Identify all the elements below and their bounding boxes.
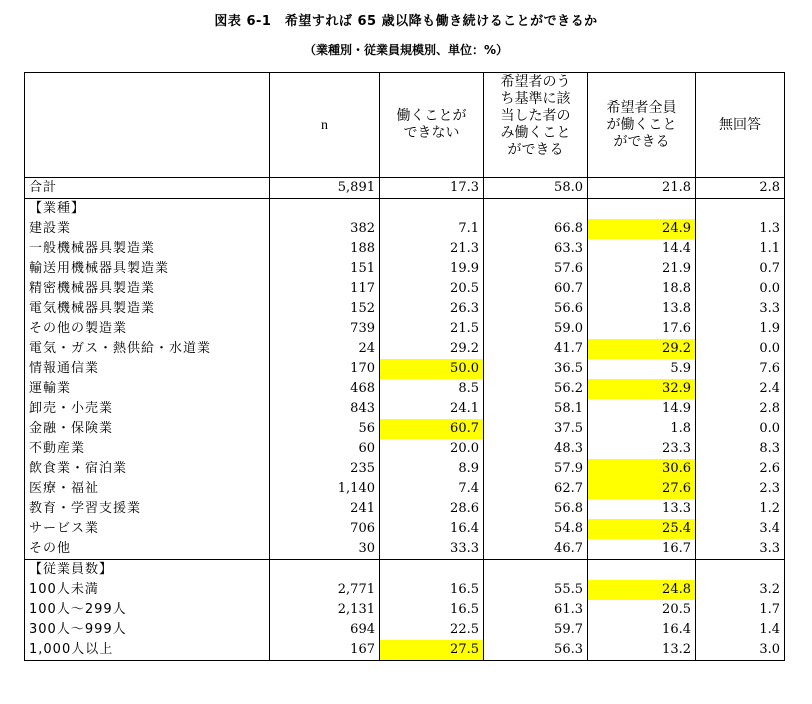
cell-c4: 1.1 (696, 239, 785, 259)
row-label: 電気・ガス・熱供給・水道業 (25, 339, 270, 359)
cell-c2: 37.5 (484, 419, 588, 439)
table-row (25, 600, 785, 620)
total-row (25, 178, 785, 199)
header-col4: 無回答 (696, 73, 785, 178)
table-row (25, 459, 785, 479)
cell-c1: 20.0 (380, 439, 484, 459)
cell-c4: 3.3 (696, 539, 785, 560)
cell-c3: 20.5 (588, 600, 696, 620)
cell-c1: 7.4 (380, 479, 484, 499)
cell-n: 188 (270, 239, 380, 259)
header-col2-line: 希望者のう (500, 74, 571, 90)
cell-c2: 63.3 (484, 239, 588, 259)
cell-c2: 57.9 (484, 459, 588, 479)
cell-c1: 21.5 (380, 319, 484, 339)
cell-c4: 1.4 (696, 620, 785, 640)
row-label: 100人～299人 (25, 600, 270, 620)
cell-n: 117 (270, 279, 380, 299)
cell-c2: 56.2 (484, 379, 588, 399)
row-label: 【従業員数】 (25, 560, 270, 581)
table-row (25, 539, 785, 560)
header-col1 (380, 73, 484, 178)
cell-c1: 22.5 (380, 620, 484, 640)
cell-n: 694 (270, 620, 380, 640)
cell-n: 170 (270, 359, 380, 379)
cell-c3: 25.4 (588, 519, 696, 539)
cell-c3: 14.9 (588, 399, 696, 419)
row-label: 卸売・小売業 (25, 399, 270, 419)
row-label: 教育・学習支援業 (25, 499, 270, 519)
section-header-size (25, 560, 785, 581)
table-row (25, 479, 785, 499)
table-title: 図表 6-1 希望すれば 65 歳以降も働き続けることができるか (214, 14, 598, 29)
cell-n: 2,771 (270, 580, 380, 600)
cell-c4: 1.7 (696, 600, 785, 620)
table-row (25, 219, 785, 239)
cell-c2: 58.1 (484, 399, 588, 419)
header-col2 (484, 73, 588, 178)
cell-n: 382 (270, 219, 380, 239)
cell-c2: 61.3 (484, 600, 588, 620)
header-col3 (588, 73, 696, 178)
cell-c2 (484, 199, 588, 220)
cell-n: 30 (270, 539, 380, 560)
table-row (25, 359, 785, 379)
cell-n: 241 (270, 499, 380, 519)
cell-c2: 60.7 (484, 279, 588, 299)
cell-c1: 60.7 (380, 419, 484, 439)
row-label: 医療・福祉 (25, 479, 270, 499)
row-label: 一般機械器具製造業 (25, 239, 270, 259)
cell-c1: 33.3 (380, 539, 484, 560)
cell-c3: 14.4 (588, 239, 696, 259)
cell-c4: 0.0 (696, 339, 785, 359)
cell-c4: 0.7 (696, 259, 785, 279)
cell-c4 (696, 560, 785, 581)
cell-c3: 30.6 (588, 459, 696, 479)
header-col2-line: ができる (507, 142, 564, 158)
cell-c4: 0.0 (696, 279, 785, 299)
cell-c1: 20.5 (380, 279, 484, 299)
row-label: 輸送用機械器具製造業 (25, 259, 270, 279)
cell-c1: 16.4 (380, 519, 484, 539)
cell-c2: 59.0 (484, 319, 588, 339)
row-label: その他 (25, 539, 270, 560)
cell-n: 235 (270, 459, 380, 479)
table-row (25, 399, 785, 419)
cell-c2: 54.8 (484, 519, 588, 539)
cell-c3: 13.3 (588, 499, 696, 519)
cell-c3: 29.2 (588, 339, 696, 359)
cell-c4: 3.0 (696, 640, 785, 661)
cell-c3: 13.8 (588, 299, 696, 319)
cell-c3 (588, 199, 696, 220)
table-row (25, 580, 785, 600)
cell-c1: 27.5 (380, 640, 484, 661)
row-label: 飲食業・宿泊業 (25, 459, 270, 479)
table-row (25, 379, 785, 399)
cell-c4: 0.0 (696, 419, 785, 439)
header-col2-line: み働くこと (500, 125, 571, 141)
cell-c3: 16.4 (588, 620, 696, 640)
cell-c4: 2.6 (696, 459, 785, 479)
cell-n: 706 (270, 519, 380, 539)
cell-c3: 21.8 (588, 178, 696, 199)
cell-c3: 27.6 (588, 479, 696, 499)
cell-c4: 2.8 (696, 399, 785, 419)
cell-c1: 16.5 (380, 580, 484, 600)
table-row (25, 419, 785, 439)
cell-c2: 59.7 (484, 620, 588, 640)
row-label: サービス業 (25, 519, 270, 539)
table-row (25, 239, 785, 259)
cell-c3: 32.9 (588, 379, 696, 399)
cell-c2: 57.6 (484, 259, 588, 279)
cell-c2 (484, 560, 588, 581)
cell-n: 1,140 (270, 479, 380, 499)
cell-c2: 62.7 (484, 479, 588, 499)
cell-c1 (380, 560, 484, 581)
cell-c4: 3.3 (696, 299, 785, 319)
row-label: 300人～999人 (25, 620, 270, 640)
cell-n: 152 (270, 299, 380, 319)
header-col3-line: ができる (613, 133, 670, 150)
table-row (25, 439, 785, 459)
cell-c3: 5.9 (588, 359, 696, 379)
cell-c4: 1.9 (696, 319, 785, 339)
header-col1-line: できない (403, 125, 460, 141)
cell-c3: 21.9 (588, 259, 696, 279)
cell-n: 56 (270, 419, 380, 439)
row-label: 電気機械器具製造業 (25, 299, 270, 319)
cell-c4: 7.6 (696, 359, 785, 379)
table-row (25, 499, 785, 519)
cell-c2: 56.3 (484, 640, 588, 661)
cell-c1: 8.5 (380, 379, 484, 399)
cell-c4: 8.3 (696, 439, 785, 459)
cell-c2: 48.3 (484, 439, 588, 459)
cell-c1: 26.3 (380, 299, 484, 319)
section-header-industry (25, 199, 785, 220)
cell-n: 167 (270, 640, 380, 661)
header-row (25, 73, 785, 178)
row-label: 運輸業 (25, 379, 270, 399)
cell-n: 468 (270, 379, 380, 399)
table-row (25, 259, 785, 279)
header-col1-line: 働くことが (396, 108, 467, 124)
cell-c2: 56.8 (484, 499, 588, 519)
cell-c3: 23.3 (588, 439, 696, 459)
cell-n: 739 (270, 319, 380, 339)
header-label-cell (25, 73, 270, 178)
cell-c4: 2.3 (696, 479, 785, 499)
cell-c2: 36.5 (484, 359, 588, 379)
cell-c1: 7.1 (380, 219, 484, 239)
cell-c4: 3.2 (696, 580, 785, 600)
cell-c3: 24.9 (588, 219, 696, 239)
cell-c2: 66.8 (484, 219, 588, 239)
cell-c1: 28.6 (380, 499, 484, 519)
header-col2-line: ち基準に該 (500, 91, 571, 107)
row-label: 情報通信業 (25, 359, 270, 379)
cell-c1: 24.1 (380, 399, 484, 419)
cell-c3: 13.2 (588, 640, 696, 661)
cell-n (270, 560, 380, 581)
cell-c2: 55.5 (484, 580, 588, 600)
row-label: 精密機械器具製造業 (25, 279, 270, 299)
cell-c4 (696, 199, 785, 220)
cell-c4: 1.3 (696, 219, 785, 239)
cell-c1 (380, 199, 484, 220)
cell-c3: 18.8 (588, 279, 696, 299)
cell-n: 843 (270, 399, 380, 419)
cell-n (270, 199, 380, 220)
row-label: 1,000人以上 (25, 640, 270, 661)
table-row (25, 299, 785, 319)
table-row (25, 640, 785, 661)
cell-c4: 1.2 (696, 499, 785, 519)
row-label: 合計 (25, 178, 270, 199)
cell-n: 2,131 (270, 600, 380, 620)
cell-c1: 8.9 (380, 459, 484, 479)
data-table (24, 72, 785, 661)
row-label: 不動産業 (25, 439, 270, 459)
cell-c1: 19.9 (380, 259, 484, 279)
header-n: n (270, 73, 380, 178)
row-label: 建設業 (25, 219, 270, 239)
row-label: 100人未満 (25, 580, 270, 600)
cell-n: 151 (270, 259, 380, 279)
cell-c1: 17.3 (380, 178, 484, 199)
table-row (25, 279, 785, 299)
cell-n: 60 (270, 439, 380, 459)
cell-c1: 29.2 (380, 339, 484, 359)
cell-n: 5,891 (270, 178, 380, 199)
cell-c3 (588, 560, 696, 581)
cell-c2: 46.7 (484, 539, 588, 560)
cell-c1: 16.5 (380, 600, 484, 620)
cell-c2: 56.6 (484, 299, 588, 319)
cell-c1: 50.0 (380, 359, 484, 379)
cell-c3: 17.6 (588, 319, 696, 339)
table-row (25, 319, 785, 339)
cell-c2: 58.0 (484, 178, 588, 199)
row-label: 【業種】 (25, 199, 270, 220)
header-col3-line: が働くこと (606, 116, 677, 133)
cell-c4: 2.4 (696, 379, 785, 399)
cell-c4: 2.8 (696, 178, 785, 199)
table-row (25, 519, 785, 539)
cell-c3: 1.8 (588, 419, 696, 439)
cell-c4: 3.4 (696, 519, 785, 539)
cell-c3: 16.7 (588, 539, 696, 560)
table-subtitle: （業種別・従業員規模別、単位：%） (303, 43, 509, 57)
row-label: その他の製造業 (25, 319, 270, 339)
cell-n: 24 (270, 339, 380, 359)
table-row (25, 620, 785, 640)
table-body (25, 178, 785, 661)
header-col3-line: 希望者全員 (606, 99, 677, 116)
cell-c1: 21.3 (380, 239, 484, 259)
row-label: 金融・保険業 (25, 419, 270, 439)
table-row (25, 339, 785, 359)
cell-c2: 41.7 (484, 339, 588, 359)
cell-c3: 24.8 (588, 580, 696, 600)
header-col2-line: 当した者の (500, 108, 571, 124)
